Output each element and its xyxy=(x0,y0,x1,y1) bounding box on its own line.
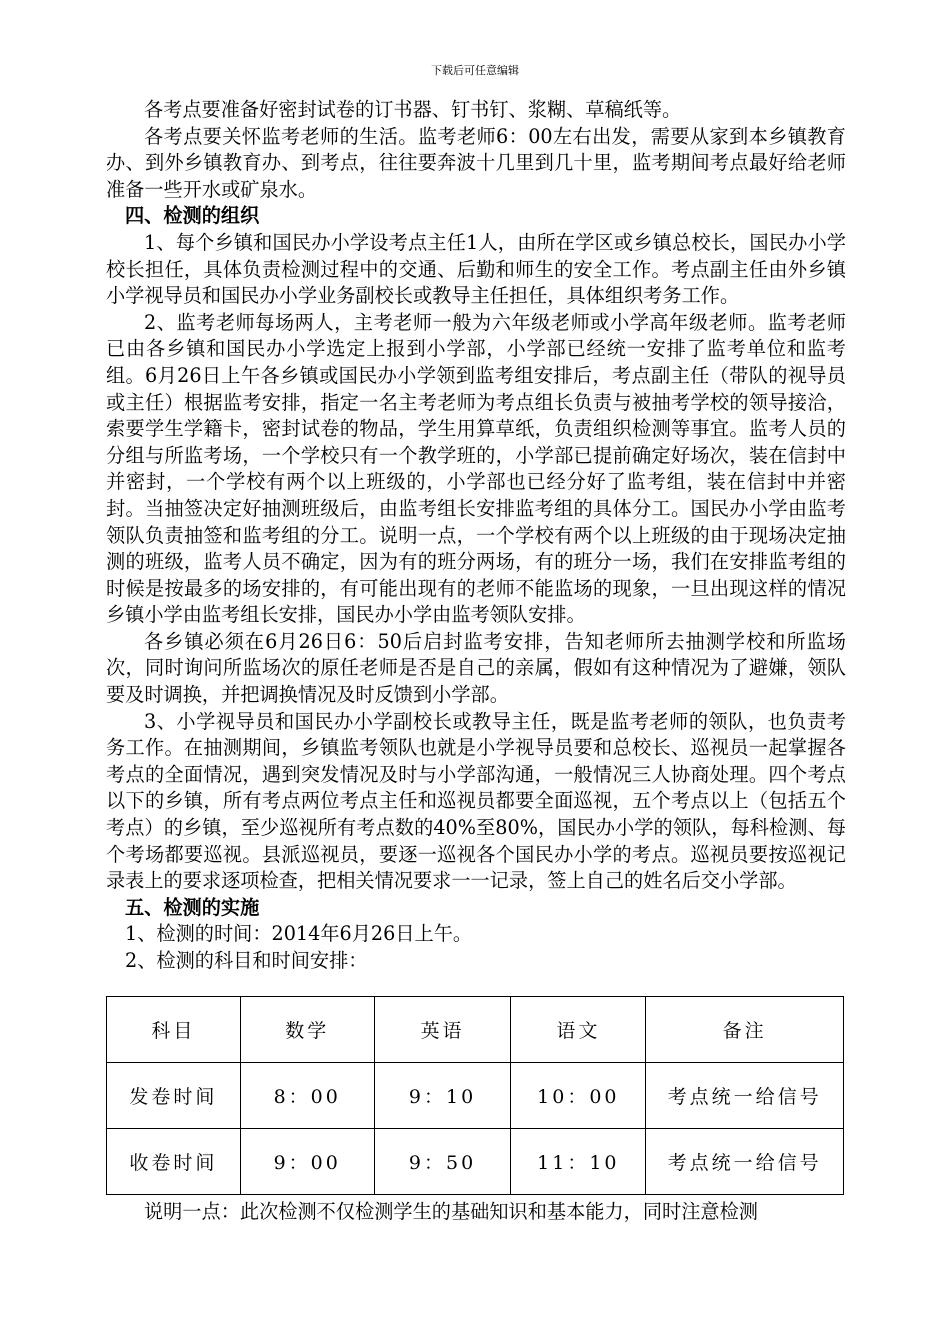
section-heading-organization: 四、检测的组织 xyxy=(125,204,260,228)
table-header-cell: 英语 xyxy=(374,997,511,1063)
paragraph: 各乡镇必须在6月26日6：50后启封监考安排，告知老师所去抽测学校和所监场次，同时询问所监场次的原任老师是否是自己的亲属，假如有这种情况为了避嫌，领队要及时调换，并把调换情况及时反馈到小学部。 xyxy=(106,629,846,707)
table-header-cell: 语文 xyxy=(511,997,646,1063)
table-header-cell: 备注 xyxy=(646,997,844,1063)
page-header: 下载后可任意编辑 xyxy=(431,64,519,77)
list-item: 2、检测的科目和时间安排： xyxy=(125,949,368,972)
document-body xyxy=(106,97,846,975)
table-cell: 9：50 xyxy=(374,1129,511,1195)
table-header-row xyxy=(107,997,844,1063)
table-cell: 9：00 xyxy=(240,1129,374,1195)
table-row xyxy=(107,1063,844,1129)
list-item: 1、检测的时间：2014年6月26日上午。 xyxy=(125,922,473,946)
paragraph: 1、每个乡镇和国民办小学设考点主任1人，由所在学区或乡镇总校长，国民办小学校长担任，具体负责检测过程中的交通、后勤和师生的安全工作。考点副主任由外乡镇小学视导员和国民办小学业务副校长或教导主任担任，具体组织考务工作。 xyxy=(106,230,846,308)
table-row xyxy=(107,1129,844,1195)
paragraph: 各考点要准备好密封试卷的订书器、钉书钉、浆糊、草稿纸等。 xyxy=(144,98,682,121)
note-paragraph: 说明一点：此次检测不仅检测学生的基础知识和基本能力，同时注意检测 xyxy=(144,1200,758,1223)
table-cell: 发卷时间 xyxy=(107,1063,241,1129)
table-header-cell: 科目 xyxy=(107,997,241,1063)
schedule-table xyxy=(106,996,844,1195)
table-cell: 考点统一给信号 xyxy=(646,1129,844,1195)
table-cell: 10：00 xyxy=(511,1063,646,1129)
paragraph: 2、监考老师每场两人，主考老师一般为六年级老师或小学高年级老师。监考老师已由各乡镇和国民办小学选定上报到小学部，小学部已经统一安排了监考单位和监考组。6月26日上午各乡镇或国民办小学领到监考组安排后，考点副主任（带队的视导员或主任）根据监考安排，指定一名主考老师为考点组长负责与被抽考学校的领导接洽，索要学生学籍卡，密封试卷的物品，学生用算草纸，负责组织检测等事宜。监考人员的分组与所监考场，一个学校只有一个教学班的，小学部已提前确定好场次，装在信封中并密封，一个学校有两个以上班级的，小学部也已经分好了监考组，装在信封中并密封。当抽签决定好抽测班级后，由监考组长安排监考组的具体分工。国民办小学由监考领队负责抽签和监考组的分工。说明一点，一个学校有两个以上班级的由于现场决定抽测的班级，监考人员不确定，因为有的班分两场，有的班分一场，我们在安排监考组的时候是按最多的场安排的，有可能出现有的老师不能监场的现象，一旦出现这样的情况乡镇小学由监考组长安排，国民办小学由监考领队安排。 xyxy=(106,310,846,627)
paragraph: 各考点要关怀监考老师的生活。监考老师6：00左右出发，需要从家到本乡镇教育办、到外乡镇教育办、到考点，往往要奔波十几里到几十里，监考期间考点最好给老师准备一些开水或矿泉水。 xyxy=(106,124,846,201)
table-cell: 9：10 xyxy=(374,1063,511,1129)
table-cell: 考点统一给信号 xyxy=(646,1063,844,1129)
table-cell: 11：10 xyxy=(511,1129,646,1195)
paragraph: 3、小学视导员和国民办小学副校长或教导主任，既是监考老师的领队，也负责考务工作。在抽测期间，乡镇监考领队也就是小学视导员要和总校长、巡视员一起掌握各考点的全面情况，遇到突发情况及时与小学部沟通，一般情况三人协商处理。四个考点以下的乡镇，所有考点两位考点主任和巡视员都要全面巡视，五个考点以上（包括五个考点）的乡镇，至少巡视所有考点数的40%至80%，国民办小学的领队，每科检测、每个考场都要巡视。县派巡视员，要逐一巡视各个国民办小学的考点。巡视员要按巡视记录表上的要求逐项检查，把相关情况要求一一记录，签上自己的姓名后交小学部。 xyxy=(106,709,846,893)
section-heading-implementation: 五、检测的实施 xyxy=(125,895,260,919)
table-cell: 8：00 xyxy=(240,1063,374,1129)
table-cell: 收卷时间 xyxy=(107,1129,241,1195)
table-header-cell: 数学 xyxy=(240,997,374,1063)
